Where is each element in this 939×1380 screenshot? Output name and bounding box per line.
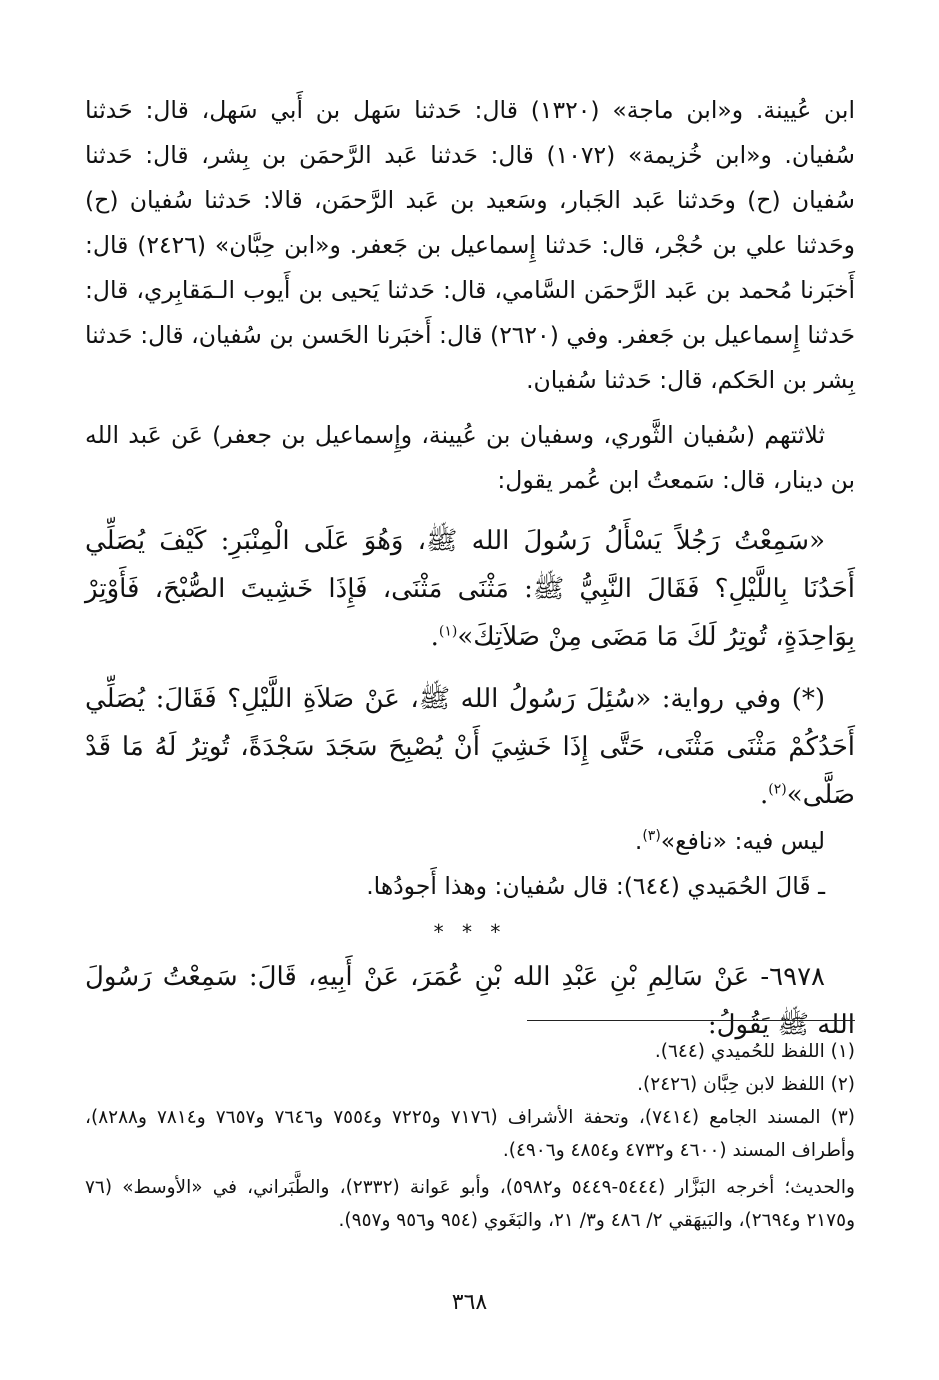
footnote-1: (١) اللفظ للحُميدي (٦٤٤). bbox=[654, 1041, 855, 1062]
section-separator: * * * bbox=[433, 920, 507, 944]
isnad-summary-paragraph: ثلاثتهم (سُفيان الثَّوري، وسفيان بن عُيينة، وإِسماعيل بن جعفر) عَن عَبد الله بن دينار، قال: سَمعتُ ابن عُمر يقول: bbox=[85, 421, 855, 494]
footnote-3-continued: والحديث؛ أخرجه البَزَّار (٥٤٤٤-٥٤٤٩ و٥٩٨٢)، وأبو عَوانة (٢٣٣٢)، والطَّبَراني، في «الأوسط» (٧٦ و٢١٧٥ و٢٦٩٤)، والبَيهَقي ٢/ ٤٨٦ و٣/ ٢١، والبَغَوي (٩٥٤ و٩٥٦ و٩٥٧). bbox=[85, 1177, 855, 1231]
next-hadith-text: عَنْ سَالِمِ بْنِ عَبْدِ الله بْنِ عُمَرَ، عَنْ أَبِيهِ، قَالَ: سَمِعْتُ رَسُولَ الله ﷺ يَقُولُ: bbox=[85, 962, 855, 1040]
humaydi-line: ـ قَالَ الحُمَيدي (٦٤٤): قال سُفيان: وهذا أَجودُها. bbox=[366, 872, 825, 900]
footnote-ref-2[interactable]: (٢) bbox=[768, 781, 787, 798]
page-number: ٣٦٨ bbox=[451, 1290, 488, 1315]
riwaya-body: (*) وفي رواية: «سُئِلَ رَسُولُ الله ﷺ، عَنْ صَلاَةِ اللَّيْلِ؟ فَقَالَ: يُصَلِّي أَحَدُكُمْ مَثْنَى مَثْنَى، حَتَّى إِذَا خَشِيَ أَنْ يُصْبِحَ سَجَدَ سَجْدَةً، تُوتِرُ لَهُ مَا قَدْ صَلَّى» bbox=[85, 684, 855, 810]
hadith-end: . bbox=[430, 622, 439, 652]
footnote-2: (٢) اللفظ لابن حِبَّان (٢٤٢٦). bbox=[637, 1074, 855, 1095]
laysa-body: ليس فيه: «نافع» bbox=[660, 827, 825, 855]
footnote-3: (٣) المسند الجامع (٧٤١٤)، وتحفة الأشراف (٧١٧٦ و٧٢٢٥ و٧٥٥٤ و٧٦٤٦ و٧٦٥٧ و٧٨١٤ و٨٢٨٨)، وأطراف المسند (٤٦٠٠ و٤٧٣٢ و٤٨٥٤ و٤٩٠٦). bbox=[85, 1107, 855, 1161]
footnote-divider bbox=[527, 1020, 855, 1021]
footnote-ref-3[interactable]: (٣) bbox=[642, 828, 661, 845]
isnad-paragraph: ابن عُيينة. و«ابن ماجة» (١٣٢٠) قال: حَدثنا سَهل بن أَبي سَهل، قال: حَدثنا سُفيان. و«ابن خُزيمة» (١٠٧٢) قال: حَدثنا عَبد الرَّحمَن بن بِشر، قال: حَدثنا سُفيان (ح) وحَدثنا عَبد الجَبار، وسَعيد بن عَبد الرَّحمَن، قالا: حَدثنا سُفيان (ح) وحَدثنا علي بن حُجْر، قال: حَدثنا إِسماعيل بن جَعفر. و«ابن حِبَّان» (٢٤٢٦) قال: أَخبَرنا مُحمد بن عَبد الرَّحمَن السَّامي، قال: حَدثنا يَحيى بن أَيوب الـمَقابِري، قال: حَدثنا إِسماعيل بن جَعفر. وفي (٢٦٢٠) قال: أَخبَرنا الحَسن بن سُفيان، قال: حَدثنا بِشر بن الحَكم، قال: حَدثنا سُفيان. bbox=[85, 96, 855, 394]
footnote-ref-1[interactable]: (١) bbox=[438, 623, 458, 640]
main-text bbox=[85, 88, 855, 1049]
riwaya-end: . bbox=[760, 780, 769, 810]
hadith-body: «سَمِعْتُ رَجُلاً يَسْأَلُ رَسُولَ الله ﷺ، وَهُوَ عَلَى الْمِنْبَرِ: كَيْفَ يُصَلِّي أَحَدُنَا بِاللَّيْلِ؟ فَقَالَ النَّبِيُّ ﷺ: مَثْنَى مَثْنَى، فَإِذَا خَشِيتَ الصُّبْحَ، فَأَوْتِرْ بِوَاحِدَةٍ، تُوتِرُ لَكَ مَا مَضَى مِنْ صَلاَتِكَ» bbox=[85, 526, 855, 652]
laysa-line bbox=[85, 819, 855, 864]
hadith-text bbox=[85, 517, 855, 661]
hadith-number: ٦٩٧٨- bbox=[760, 962, 826, 992]
laysa-end: . bbox=[634, 827, 643, 855]
riwaya-text bbox=[85, 675, 855, 819]
footnotes bbox=[85, 1035, 855, 1237]
